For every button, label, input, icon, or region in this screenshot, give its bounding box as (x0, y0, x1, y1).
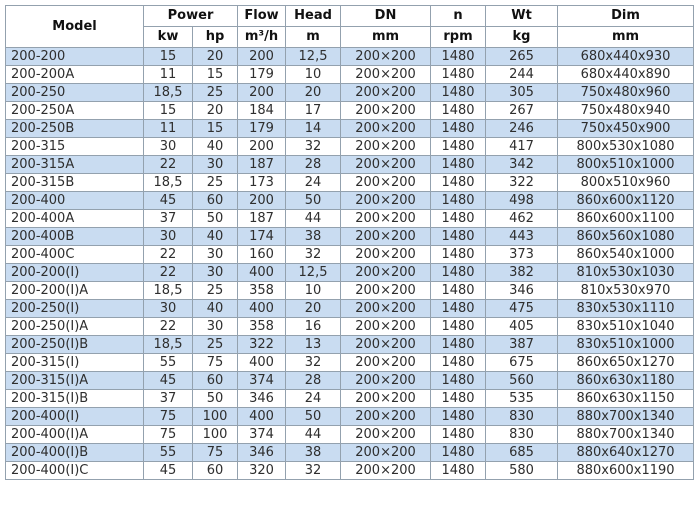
cell-dn: 200×200 (341, 246, 431, 264)
header-row-titles (6, 6, 694, 27)
cell-dn: 200×200 (341, 156, 431, 174)
cell-wt: 462 (486, 210, 558, 228)
cell-rpm: 1480 (431, 138, 486, 156)
cell-model: 200-400(I)C (6, 462, 144, 480)
table-row (6, 354, 694, 372)
cell-power-kw: 45 (144, 372, 193, 390)
header-unit-n: rpm (431, 27, 486, 48)
cell-rpm: 1480 (431, 84, 486, 102)
cell-rpm: 1480 (431, 408, 486, 426)
cell-power-hp: 40 (193, 138, 238, 156)
cell-dim: 680x440x930 (558, 48, 694, 66)
cell-model: 200-250B (6, 120, 144, 138)
header-dim: Dim (558, 6, 694, 27)
header-head: Head (286, 6, 341, 27)
cell-power-hp: 40 (193, 300, 238, 318)
table-row (6, 192, 694, 210)
cell-rpm: 1480 (431, 228, 486, 246)
table-row (6, 408, 694, 426)
cell-wt: 685 (486, 444, 558, 462)
cell-head: 32 (286, 462, 341, 480)
cell-dim: 830x510x1000 (558, 336, 694, 354)
cell-flow: 400 (238, 354, 286, 372)
cell-dn: 200×200 (341, 66, 431, 84)
cell-power-kw: 45 (144, 462, 193, 480)
cell-power-hp: 20 (193, 48, 238, 66)
cell-model: 200-315 (6, 138, 144, 156)
cell-flow: 200 (238, 192, 286, 210)
cell-flow: 374 (238, 372, 286, 390)
cell-head: 12,5 (286, 48, 341, 66)
cell-rpm: 1480 (431, 174, 486, 192)
table-row (6, 138, 694, 156)
cell-wt: 346 (486, 282, 558, 300)
cell-model: 200-400(I)B (6, 444, 144, 462)
cell-model: 200-315(I) (6, 354, 144, 372)
cell-model: 200-250(I) (6, 300, 144, 318)
cell-wt: 498 (486, 192, 558, 210)
cell-rpm: 1480 (431, 264, 486, 282)
cell-flow: 187 (238, 210, 286, 228)
cell-flow: 400 (238, 408, 286, 426)
table-row (6, 84, 694, 102)
cell-power-hp: 15 (193, 66, 238, 84)
cell-dim: 810x530x1030 (558, 264, 694, 282)
cell-flow: 358 (238, 318, 286, 336)
cell-power-hp: 60 (193, 192, 238, 210)
cell-flow: 160 (238, 246, 286, 264)
cell-model: 200-400A (6, 210, 144, 228)
cell-dn: 200×200 (341, 264, 431, 282)
cell-wt: 322 (486, 174, 558, 192)
cell-rpm: 1480 (431, 462, 486, 480)
cell-wt: 373 (486, 246, 558, 264)
cell-power-hp: 30 (193, 246, 238, 264)
cell-model: 200-200(I) (6, 264, 144, 282)
cell-dn: 200×200 (341, 372, 431, 390)
cell-dn: 200×200 (341, 408, 431, 426)
table-row (6, 462, 694, 480)
cell-dn: 200×200 (341, 174, 431, 192)
cell-dim: 860x630x1150 (558, 390, 694, 408)
cell-flow: 200 (238, 138, 286, 156)
cell-rpm: 1480 (431, 282, 486, 300)
cell-wt: 830 (486, 426, 558, 444)
cell-rpm: 1480 (431, 120, 486, 138)
header-wt: Wt (486, 6, 558, 27)
cell-power-hp: 75 (193, 444, 238, 462)
cell-dn: 200×200 (341, 48, 431, 66)
cell-rpm: 1480 (431, 318, 486, 336)
cell-wt: 305 (486, 84, 558, 102)
cell-head: 28 (286, 156, 341, 174)
cell-power-kw: 11 (144, 66, 193, 84)
cell-dim: 880x640x1270 (558, 444, 694, 462)
cell-wt: 267 (486, 102, 558, 120)
table-row (6, 390, 694, 408)
cell-flow: 322 (238, 336, 286, 354)
cell-power-kw: 18,5 (144, 336, 193, 354)
cell-head: 10 (286, 282, 341, 300)
header-power: Power (144, 6, 238, 27)
header-unit-dim: mm (558, 27, 694, 48)
cell-wt: 475 (486, 300, 558, 318)
cell-power-kw: 37 (144, 210, 193, 228)
cell-dim: 680x440x890 (558, 66, 694, 84)
cell-power-kw: 22 (144, 246, 193, 264)
cell-wt: 443 (486, 228, 558, 246)
table-row (6, 318, 694, 336)
cell-flow: 200 (238, 48, 286, 66)
cell-power-kw: 22 (144, 318, 193, 336)
table-row (6, 228, 694, 246)
cell-power-kw: 30 (144, 300, 193, 318)
cell-power-hp: 25 (193, 174, 238, 192)
table-header (6, 6, 694, 48)
cell-dim: 860x560x1080 (558, 228, 694, 246)
cell-rpm: 1480 (431, 156, 486, 174)
cell-dn: 200×200 (341, 84, 431, 102)
header-model: Model (6, 6, 144, 48)
cell-dim: 750x480x940 (558, 102, 694, 120)
cell-model: 200-315A (6, 156, 144, 174)
cell-power-kw: 15 (144, 102, 193, 120)
cell-head: 10 (286, 66, 341, 84)
cell-dim: 880x700x1340 (558, 426, 694, 444)
cell-dn: 200×200 (341, 336, 431, 354)
table-row (6, 210, 694, 228)
cell-rpm: 1480 (431, 192, 486, 210)
cell-head: 12,5 (286, 264, 341, 282)
cell-dim: 800x510x960 (558, 174, 694, 192)
cell-flow: 179 (238, 120, 286, 138)
cell-head: 14 (286, 120, 341, 138)
cell-model: 200-315B (6, 174, 144, 192)
cell-dim: 800x510x1000 (558, 156, 694, 174)
cell-head: 38 (286, 444, 341, 462)
table-row (6, 300, 694, 318)
cell-flow: 346 (238, 390, 286, 408)
cell-dim: 830x530x1110 (558, 300, 694, 318)
cell-power-kw: 18,5 (144, 84, 193, 102)
table-row (6, 246, 694, 264)
cell-flow: 173 (238, 174, 286, 192)
cell-power-kw: 22 (144, 156, 193, 174)
cell-rpm: 1480 (431, 426, 486, 444)
cell-wt: 405 (486, 318, 558, 336)
table-row (6, 282, 694, 300)
cell-flow: 320 (238, 462, 286, 480)
cell-dn: 200×200 (341, 102, 431, 120)
cell-dn: 200×200 (341, 228, 431, 246)
header-unit-flow: m³/h (238, 27, 286, 48)
cell-wt: 246 (486, 120, 558, 138)
cell-dim: 830x510x1040 (558, 318, 694, 336)
table-body (6, 48, 694, 480)
cell-head: 38 (286, 228, 341, 246)
cell-power-kw: 75 (144, 408, 193, 426)
cell-model: 200-315(I)A (6, 372, 144, 390)
cell-dn: 200×200 (341, 120, 431, 138)
cell-dim: 880x700x1340 (558, 408, 694, 426)
cell-rpm: 1480 (431, 102, 486, 120)
cell-flow: 184 (238, 102, 286, 120)
cell-dim: 810x530x970 (558, 282, 694, 300)
table-row (6, 426, 694, 444)
table-row (6, 372, 694, 390)
cell-power-hp: 25 (193, 84, 238, 102)
cell-power-hp: 100 (193, 426, 238, 444)
table-row (6, 264, 694, 282)
cell-wt: 382 (486, 264, 558, 282)
header-unit-kw: kw (144, 27, 193, 48)
cell-model: 200-250 (6, 84, 144, 102)
cell-rpm: 1480 (431, 336, 486, 354)
cell-power-hp: 20 (193, 102, 238, 120)
cell-power-kw: 18,5 (144, 174, 193, 192)
table-row (6, 336, 694, 354)
cell-head: 32 (286, 354, 341, 372)
cell-wt: 675 (486, 354, 558, 372)
cell-rpm: 1480 (431, 210, 486, 228)
cell-flow: 400 (238, 300, 286, 318)
cell-power-kw: 37 (144, 390, 193, 408)
header-unit-head: m (286, 27, 341, 48)
table-row (6, 120, 694, 138)
cell-power-kw: 11 (144, 120, 193, 138)
table-row (6, 102, 694, 120)
table-row (6, 444, 694, 462)
cell-head: 20 (286, 84, 341, 102)
cell-head: 44 (286, 426, 341, 444)
cell-flow: 187 (238, 156, 286, 174)
cell-dim: 750x480x960 (558, 84, 694, 102)
cell-power-kw: 75 (144, 426, 193, 444)
cell-power-hp: 60 (193, 372, 238, 390)
cell-power-kw: 55 (144, 444, 193, 462)
cell-power-hp: 25 (193, 336, 238, 354)
cell-wt: 244 (486, 66, 558, 84)
cell-power-hp: 40 (193, 228, 238, 246)
cell-model: 200-315(I)B (6, 390, 144, 408)
cell-power-kw: 15 (144, 48, 193, 66)
cell-model: 200-400(I) (6, 408, 144, 426)
cell-dn: 200×200 (341, 318, 431, 336)
cell-flow: 400 (238, 264, 286, 282)
cell-head: 28 (286, 372, 341, 390)
cell-rpm: 1480 (431, 444, 486, 462)
cell-flow: 374 (238, 426, 286, 444)
cell-rpm: 1480 (431, 48, 486, 66)
cell-model: 200-250(I)A (6, 318, 144, 336)
cell-power-hp: 30 (193, 156, 238, 174)
cell-power-hp: 75 (193, 354, 238, 372)
cell-power-hp: 100 (193, 408, 238, 426)
header-n: n (431, 6, 486, 27)
cell-head: 50 (286, 192, 341, 210)
cell-dn: 200×200 (341, 426, 431, 444)
cell-power-kw: 30 (144, 228, 193, 246)
cell-model: 200-250(I)B (6, 336, 144, 354)
cell-head: 44 (286, 210, 341, 228)
cell-power-kw: 55 (144, 354, 193, 372)
cell-flow: 200 (238, 84, 286, 102)
table-row (6, 48, 694, 66)
cell-model: 200-400B (6, 228, 144, 246)
cell-head: 32 (286, 138, 341, 156)
cell-dn: 200×200 (341, 210, 431, 228)
cell-model: 200-250A (6, 102, 144, 120)
cell-model: 200-400C (6, 246, 144, 264)
cell-dn: 200×200 (341, 300, 431, 318)
cell-head: 13 (286, 336, 341, 354)
cell-model: 200-200 (6, 48, 144, 66)
table-row (6, 174, 694, 192)
cell-rpm: 1480 (431, 300, 486, 318)
header-flow: Flow (238, 6, 286, 27)
cell-rpm: 1480 (431, 66, 486, 84)
cell-dim: 860x650x1270 (558, 354, 694, 372)
cell-power-hp: 30 (193, 318, 238, 336)
cell-dim: 880x600x1190 (558, 462, 694, 480)
cell-dim: 860x600x1120 (558, 192, 694, 210)
cell-wt: 342 (486, 156, 558, 174)
cell-wt: 830 (486, 408, 558, 426)
cell-dn: 200×200 (341, 390, 431, 408)
cell-wt: 417 (486, 138, 558, 156)
cell-power-hp: 50 (193, 390, 238, 408)
cell-dn: 200×200 (341, 354, 431, 372)
cell-head: 17 (286, 102, 341, 120)
cell-rpm: 1480 (431, 246, 486, 264)
cell-power-kw: 30 (144, 138, 193, 156)
cell-dn: 200×200 (341, 282, 431, 300)
cell-dim: 860x540x1000 (558, 246, 694, 264)
cell-model: 200-400(I)A (6, 426, 144, 444)
cell-dim: 800x530x1080 (558, 138, 694, 156)
header-unit-wt: kg (486, 27, 558, 48)
cell-power-hp: 60 (193, 462, 238, 480)
cell-head: 32 (286, 246, 341, 264)
cell-rpm: 1480 (431, 390, 486, 408)
cell-flow: 179 (238, 66, 286, 84)
cell-dim: 860x630x1180 (558, 372, 694, 390)
cell-model: 200-400 (6, 192, 144, 210)
cell-dim: 750x450x900 (558, 120, 694, 138)
pump-spec-table (5, 5, 694, 480)
cell-power-hp: 30 (193, 264, 238, 282)
cell-model: 200-200A (6, 66, 144, 84)
cell-head: 16 (286, 318, 341, 336)
cell-flow: 346 (238, 444, 286, 462)
table-row (6, 156, 694, 174)
cell-power-kw: 45 (144, 192, 193, 210)
cell-power-hp: 15 (193, 120, 238, 138)
cell-dn: 200×200 (341, 444, 431, 462)
cell-wt: 560 (486, 372, 558, 390)
cell-dn: 200×200 (341, 138, 431, 156)
cell-rpm: 1480 (431, 372, 486, 390)
cell-wt: 535 (486, 390, 558, 408)
cell-model: 200-200(I)A (6, 282, 144, 300)
cell-head: 20 (286, 300, 341, 318)
cell-power-kw: 18,5 (144, 282, 193, 300)
header-dn: DN (341, 6, 431, 27)
cell-flow: 174 (238, 228, 286, 246)
cell-power-hp: 25 (193, 282, 238, 300)
cell-head: 24 (286, 174, 341, 192)
cell-dn: 200×200 (341, 462, 431, 480)
cell-dim: 860x600x1100 (558, 210, 694, 228)
cell-power-kw: 22 (144, 264, 193, 282)
cell-head: 24 (286, 390, 341, 408)
cell-wt: 580 (486, 462, 558, 480)
cell-head: 50 (286, 408, 341, 426)
header-unit-hp: hp (193, 27, 238, 48)
cell-power-hp: 50 (193, 210, 238, 228)
header-unit-dn: mm (341, 27, 431, 48)
cell-wt: 387 (486, 336, 558, 354)
cell-dn: 200×200 (341, 192, 431, 210)
cell-flow: 358 (238, 282, 286, 300)
cell-wt: 265 (486, 48, 558, 66)
cell-rpm: 1480 (431, 354, 486, 372)
table-row (6, 66, 694, 84)
